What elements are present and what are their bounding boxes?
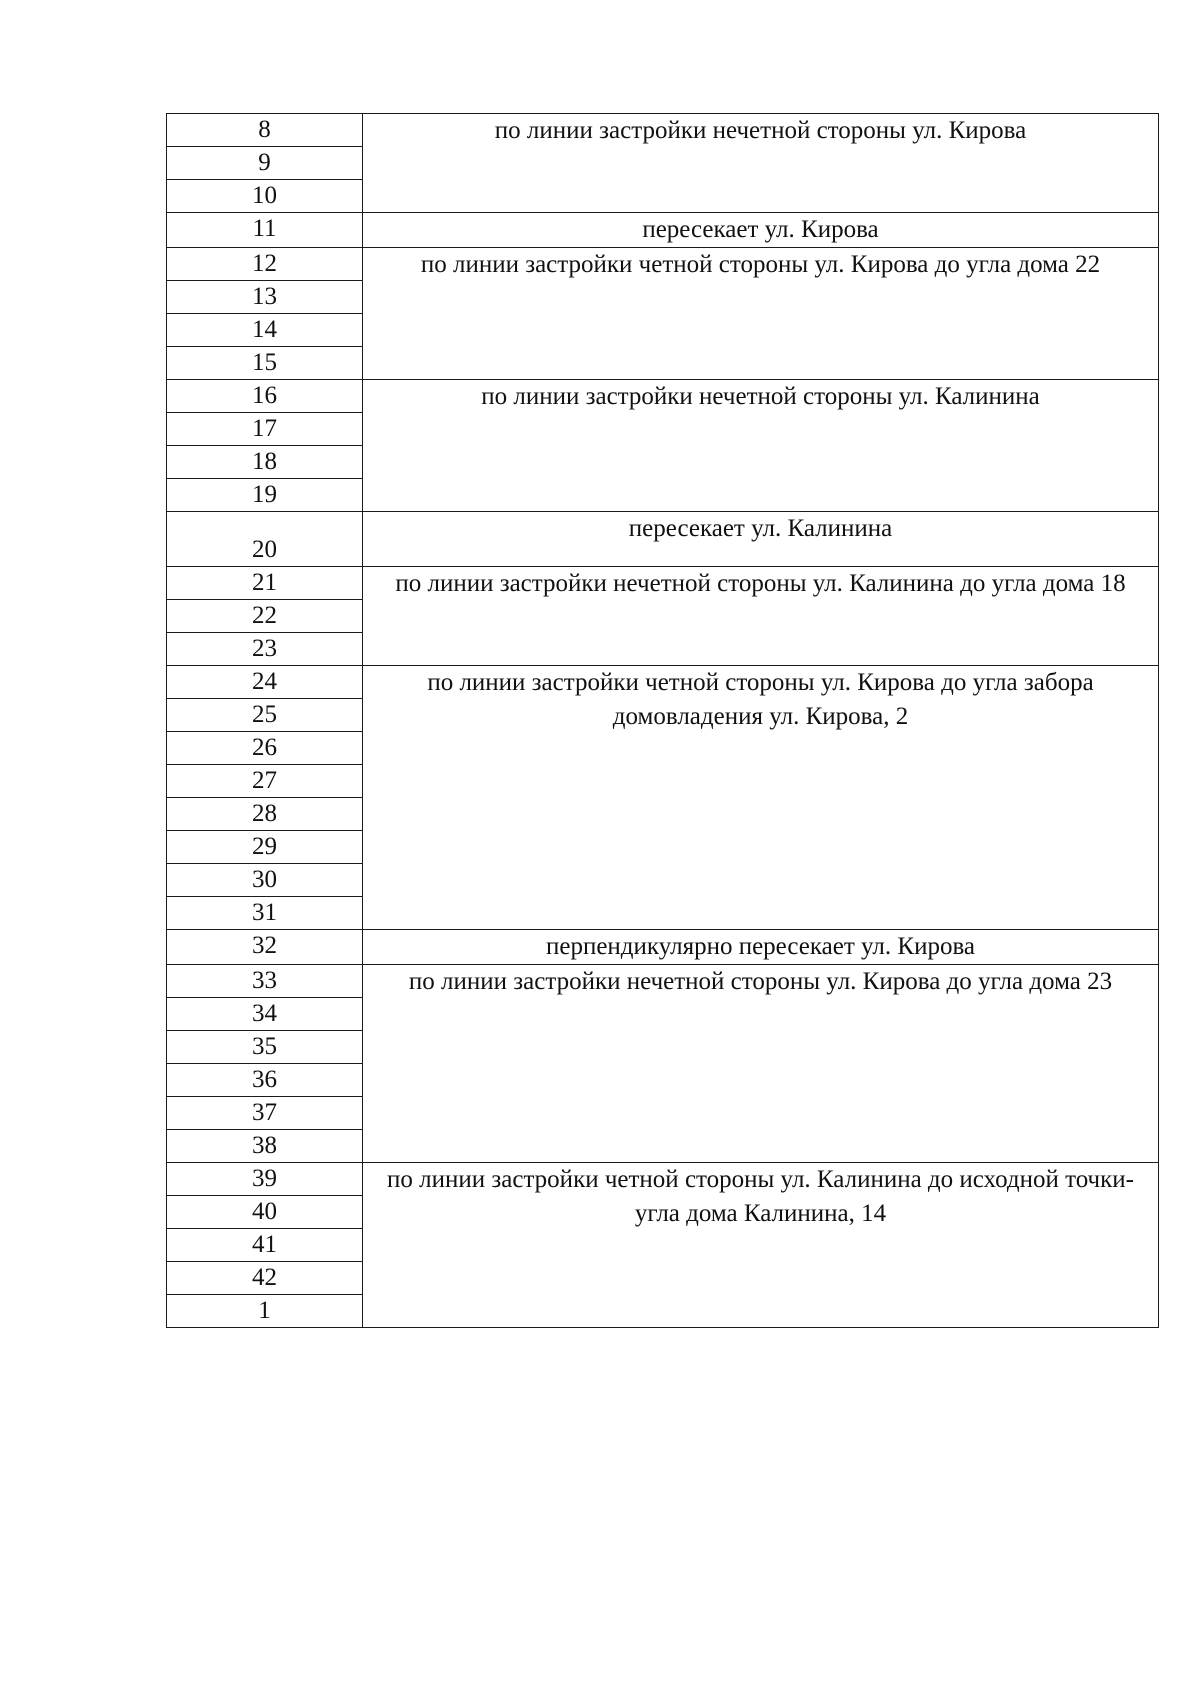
table-row <box>167 380 1159 413</box>
point-number-cell: 1 <box>167 1295 363 1328</box>
segment-description-cell <box>363 1163 1159 1328</box>
segment-description-cell <box>363 512 1159 567</box>
table-row <box>167 666 1159 699</box>
segment-description-cell <box>363 213 1159 248</box>
table-row <box>167 1163 1159 1196</box>
point-number-cell: 37 <box>167 1097 363 1130</box>
segment-description-cell <box>363 114 1159 213</box>
point-number-cell: 41 <box>167 1229 363 1262</box>
table-row <box>167 114 1159 147</box>
point-number-cell: 18 <box>167 446 363 479</box>
segment-description-text: пересекает ул. Кирова <box>642 216 879 243</box>
point-number-cell: 13 <box>167 281 363 314</box>
point-number-cell: 11 <box>167 213 363 248</box>
point-number-cell: 8 <box>167 114 363 147</box>
point-number-cell: 35 <box>167 1031 363 1064</box>
point-number-cell: 19 <box>167 479 363 512</box>
table-body <box>167 114 1159 1328</box>
point-number-cell: 34 <box>167 998 363 1031</box>
table-row <box>167 248 1159 281</box>
point-number-cell: 36 <box>167 1064 363 1097</box>
table-row <box>167 567 1159 600</box>
point-number-cell: 10 <box>167 180 363 213</box>
point-number-cell: 25 <box>167 699 363 732</box>
boundary-description-table <box>166 113 1159 1328</box>
table-row <box>167 965 1159 998</box>
point-number-cell: 9 <box>167 147 363 180</box>
segment-description-text: по линии застройки четной стороны ул. Кирова до угла дома 22 <box>420 251 1101 278</box>
point-number-cell: 12 <box>167 248 363 281</box>
point-number-cell: 33 <box>167 965 363 998</box>
point-number-cell: 32 <box>167 930 363 965</box>
point-number-cell: 39 <box>167 1163 363 1196</box>
point-number-cell: 40 <box>167 1196 363 1229</box>
segment-description-cell <box>363 380 1159 512</box>
point-number-cell: 30 <box>167 864 363 897</box>
segment-description-text: по линии застройки четной стороны ул. Кирова до угла забора домовладения ул. Кирова, 2 <box>427 669 1094 730</box>
segment-description-text: перпендикулярно пересекает ул. Кирова <box>545 933 976 960</box>
point-number-cell: 38 <box>167 1130 363 1163</box>
segment-description-text: по линии застройки нечетной стороны ул. Кирова до угла дома 23 <box>408 968 1113 995</box>
point-number-cell: 20 <box>167 512 363 567</box>
point-number-cell: 28 <box>167 798 363 831</box>
point-number-cell: 27 <box>167 765 363 798</box>
segment-description-text: пересекает ул. Калинина <box>628 515 893 542</box>
point-number-cell: 31 <box>167 897 363 930</box>
point-number-cell: 29 <box>167 831 363 864</box>
point-number-cell: 15 <box>167 347 363 380</box>
segment-description-text: по линии застройки нечетной стороны ул. Калинина <box>481 383 1040 410</box>
table-row <box>167 930 1159 965</box>
segment-description-text: по линии застройки нечетной стороны ул. Кирова <box>494 117 1027 144</box>
segment-description-cell <box>363 930 1159 965</box>
point-number-cell: 26 <box>167 732 363 765</box>
segment-description-cell <box>363 248 1159 380</box>
table-row <box>167 512 1159 567</box>
point-number-cell: 16 <box>167 380 363 413</box>
point-number-cell: 22 <box>167 600 363 633</box>
segment-description-text: по линии застройки нечетной стороны ул. Калинина до угла дома 18 <box>395 570 1126 597</box>
segment-description-text: по линии застройки четной стороны ул. Калинина до исходной точки-угла дома Калинина, 14 <box>387 1166 1134 1227</box>
point-number-cell: 17 <box>167 413 363 446</box>
table-row <box>167 213 1159 248</box>
segment-description-cell <box>363 567 1159 666</box>
point-number-cell: 21 <box>167 567 363 600</box>
point-number-cell: 14 <box>167 314 363 347</box>
segment-description-cell <box>363 965 1159 1163</box>
point-number-cell: 24 <box>167 666 363 699</box>
segment-description-cell <box>363 666 1159 930</box>
point-number-cell: 23 <box>167 633 363 666</box>
point-number-cell: 42 <box>167 1262 363 1295</box>
